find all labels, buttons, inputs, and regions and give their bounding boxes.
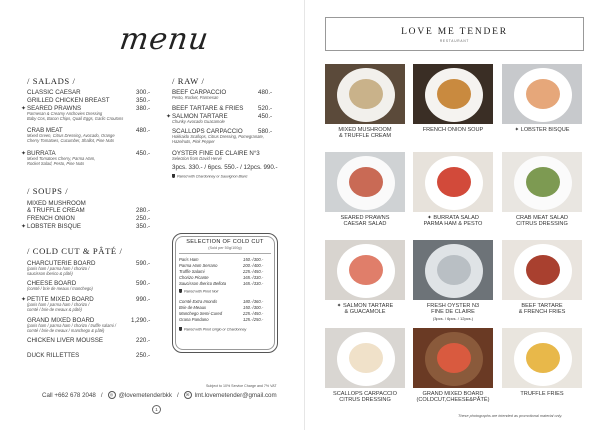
price-salmon-tartare: 450.- (258, 113, 273, 120)
item-name: SCALLOPS CARPACCIO (172, 128, 243, 135)
footer-separator: / (176, 391, 179, 399)
item-desc: (paris ham / parma ham / chorizo / truffle salami / comté / brie de meaux / manchego & pâté) (27, 323, 116, 333)
menu-title: menu (117, 22, 212, 57)
price-chicken-liver: 220.- (136, 337, 151, 344)
cheese-name: Comté Extra Imonds (179, 299, 218, 304)
photo-disclaimer: These photographs are intended as promotional material only. (458, 414, 563, 418)
dish-caption (497, 391, 587, 397)
dish-photo (413, 240, 493, 300)
item-desc: Chunky Avocado Guacamole (172, 119, 225, 124)
caption-line: & FRENCH FRIES (518, 309, 566, 316)
menu-item-grand-mixed (27, 317, 116, 334)
dish-caption (320, 303, 410, 316)
menu-item-burrata (27, 150, 95, 167)
dish-caption (497, 127, 587, 133)
instagram-icon: ◎ (108, 391, 116, 399)
item-desc: Mixed Green, Citrus Dressing, Avocado, Orange Cherry Tomatoes, Cucumber, Shallot, Pine Nuts (27, 133, 115, 143)
signature-star-icon: ✦ (166, 114, 172, 120)
cheese-price: 150.-/300.- (243, 305, 264, 310)
signature-star-icon: ✦ (21, 106, 27, 112)
food-shape (526, 255, 560, 285)
food-shape (437, 167, 471, 197)
signature-star-icon: ✦ (21, 224, 27, 230)
item-name: GRAND MIXED BOARD (27, 317, 95, 324)
menu-item-oyster (172, 150, 260, 162)
menu-item-duck-rillettes: DUCK RILLETTES (27, 352, 80, 359)
raw-wine-pairing (172, 174, 248, 179)
dish-caption (497, 215, 587, 228)
meat-wine-pairing (179, 289, 219, 294)
oyster-prices: 3pcs. 330.- / 6pcs. 550.- / 12pcs. 990.- (172, 164, 278, 171)
item-name: CRAB MEAT (27, 127, 63, 134)
cheese-name: Manchego Semi-Cured (179, 311, 223, 316)
price-burrata: 450.- (136, 150, 151, 157)
price-charcuterie: 590.- (136, 260, 151, 267)
dish-photo (413, 152, 493, 212)
pairing-text: Paired with Pinot Grigio or Chardonnay (184, 327, 247, 332)
cold-meat-name: Chorizo Picante (179, 275, 209, 280)
signature-star-icon: ✦ (21, 151, 27, 157)
wine-glass-icon (172, 174, 175, 178)
photo-page-right (305, 0, 609, 430)
service-charge-note: Subject to 10% Service Charge and 7% VAT (206, 384, 277, 388)
food-shape (526, 167, 560, 197)
dish-photo (325, 64, 405, 124)
item-desc: Selection from David Hervé (172, 156, 222, 161)
caption-line: SEARED PRAWNS (340, 215, 390, 221)
caption-line: GRAND MIXED BOARD (422, 391, 484, 397)
item-name: PETITE MIXED BOARD (27, 296, 94, 303)
price-lobster-bisque: 350.- (136, 223, 151, 230)
price-beef-carpaccio: 480.- (258, 89, 273, 96)
item-name: SEARED PRAWNS (27, 105, 82, 112)
food-shape (437, 79, 471, 109)
signature-star-icon: ✦ (21, 297, 27, 303)
item-desc: (comté / brie de meaux / manchego) (27, 286, 93, 291)
item-desc: (paris ham / parma ham / chorizo / saucisson iberico & pâté) (27, 266, 90, 276)
food-shape (349, 79, 383, 109)
dish-caption (320, 127, 410, 140)
page-number: 1 (152, 405, 161, 414)
menu-page-left (0, 0, 304, 430)
menu-item-seared-prawns (27, 105, 123, 122)
caption-line: TRUFFLE FRIES (520, 391, 564, 397)
price-seared-prawns: 380.- (136, 105, 151, 112)
cheese-wine-pairing (179, 327, 246, 332)
item-desc: Hokkaido Scallops, Citrus Dressing, Pomegranate, Hazelnuts, Pink Pepper (172, 134, 264, 144)
price-duck-rillettes: 250.- (136, 352, 151, 359)
caption-line: (COLDCUT,CHEESE&PÂTÉ) (416, 397, 490, 404)
price-mixed-mushroom: 280.- (136, 207, 151, 214)
dish-photo (502, 64, 582, 124)
dish-caption (408, 215, 498, 228)
dish-photo (325, 152, 405, 212)
price-petite-mixed: 990.- (136, 296, 151, 303)
phone-text: Call +662 678 2048 (42, 391, 96, 399)
cold-meat-name: Paris Ham (179, 257, 199, 262)
caption-line: SCALLOPS CARPACCIO (333, 391, 397, 397)
caption-line: MIXED MUSHROOM (338, 127, 392, 133)
item-desc: Parmesan & Creamy Anchovies Dressing Baby Cos, Bacon Chips, Quail Eggs, Garlic Croutons (27, 111, 124, 121)
pairing-text: Paired with Chardonnay or Sauvignon Blanc (177, 174, 248, 179)
email-icon: ✉ (184, 391, 192, 399)
instagram-handle[interactable]: @lovemetenderbkk (118, 391, 172, 399)
menu-item-grilled-chicken: GRILLED CHICKEN BREAST (27, 97, 110, 104)
dish-caption (320, 391, 410, 404)
pairing-text: Paired with Pinot Noir (184, 289, 219, 294)
menu-item-beef-tartare: BEEF TARTARE & FRIES (172, 105, 244, 112)
dish-caption (320, 215, 410, 228)
cheese-price: 125.-/250.- (243, 317, 264, 322)
menu-item-french-onion: FRENCH ONION (27, 215, 75, 222)
price-crab-meat: 480.- (136, 127, 151, 134)
item-name: OYSTER FINE DE CLAIRE N°3 (172, 150, 260, 157)
dish-photo (325, 240, 405, 300)
dish-photo (325, 328, 405, 388)
salads-heading: / SALADS / (27, 76, 76, 86)
cold-cut-heading: / COLD CUT & PÂTÉ / (27, 246, 123, 256)
cheese-price: 225.-/450.- (243, 311, 264, 316)
item-name: CHEESE BOARD (27, 280, 77, 287)
price-scallops-carpaccio: 580.- (258, 128, 273, 135)
menu-item-classic-caesar: CLASSIC CAESAR (27, 89, 81, 96)
caption-line: CRAB MEAT SALAD (515, 215, 568, 221)
caption-line: CITRUS DRESSING (516, 221, 568, 228)
cheese-name: Brie de Meaux (179, 305, 206, 310)
caption-sub: (3pcs. / 6pcs. / 12pcs.) (432, 315, 474, 321)
logo-box (325, 17, 584, 51)
caption-line: PARMA HAM & PESTO (423, 221, 483, 228)
food-shape (437, 255, 471, 285)
item-desc: Pesto, Rocket, Parmesan (172, 95, 219, 100)
price-beef-tartare: 520.- (258, 105, 273, 112)
caption-line: FRENCH ONION SOUP (422, 127, 484, 133)
price-classic-caesar: 300.- (136, 89, 151, 96)
price-grand-mixed: 1,290.- (131, 317, 151, 324)
menu-item-beef-carpaccio (172, 89, 226, 101)
cheese-price: 180.-/360.- (243, 299, 264, 304)
item-desc: (paris ham / parma ham / chorizo / comté / brie de meaux & pâté) (27, 302, 90, 312)
menu-item-petite-mixed (27, 296, 94, 313)
price-cheese-board: 590.- (136, 280, 151, 287)
caption-line: FRESH OYSTER N3 (426, 303, 480, 309)
cold-meat-price: 225.-/450.- (243, 269, 264, 274)
menu-item-cheese-board (27, 280, 93, 292)
restaurant-logo-sub: RESTAURANT (439, 39, 470, 43)
footer-separator: / (100, 391, 103, 399)
cheese-name: Grana Pandano (179, 317, 209, 322)
dish-photo (413, 64, 493, 124)
wine-glass-icon (179, 289, 182, 293)
menu-item-charcuterie (27, 260, 95, 277)
caption-line: ✦ SALMON TARTARE (336, 303, 394, 309)
selection-title: SELECTION OF COLD CUT (186, 239, 264, 245)
caption-line: ✦ LOBSTER BISQUE (514, 127, 570, 133)
cold-meat-price: 165.-/330.- (243, 281, 264, 286)
cold-meat-name: Truffle Salami (179, 269, 205, 274)
dish-caption (497, 303, 587, 316)
dish-photo (413, 328, 493, 388)
caption-line: CITRUS DRESSING (339, 397, 391, 404)
menu-item-mixed-mushroom: MIXED MUSHROOM & TRUFFLE CREAM (27, 200, 86, 214)
menu-item-chicken-liver: CHICKEN LIVER MOUSSE (27, 337, 103, 344)
caption-line: ✦ BURRATA SALAD (427, 215, 479, 221)
food-shape (349, 167, 383, 197)
cold-meat-price: 200.-/400.- (243, 263, 264, 268)
food-shape (349, 343, 383, 373)
menu-item-scallops-carpaccio (172, 128, 264, 145)
caption-line: CAESAR SALAD (343, 221, 387, 228)
caption-line: BEEF TARTARE (521, 303, 563, 309)
cold-meat-name: Saucisson Iberico Bellota (179, 281, 227, 286)
cold-meat-name: Parma Ham Serrano (179, 263, 218, 268)
price-french-onion: 250.- (136, 215, 151, 222)
menu-item-crab-meat (27, 127, 115, 144)
item-name: BEEF CARPACCIO (172, 89, 227, 96)
dish-caption (408, 303, 498, 321)
soups-heading: / SOUPS / (27, 186, 69, 196)
price-grilled-chicken: 350.- (136, 97, 151, 104)
item-desc: Mixed Tomatoes Cherry, Parma Ham, Rocket Salad, Pesto, Pine Nuts (27, 156, 96, 166)
caption-line: & TRUFFLE CREAM (338, 133, 392, 140)
cold-meat-price: 165.-/330.- (243, 275, 264, 280)
food-shape (349, 255, 383, 285)
restaurant-logo: LOVE ME TENDER (401, 27, 508, 37)
contact-footer (42, 391, 277, 399)
item-name: BURRATA (27, 150, 56, 157)
selection-subtitle: (Sold per 50g/100g) (208, 246, 242, 250)
cold-meat-price: 150.-/300.- (243, 257, 264, 262)
item-name: SALMON TARTARE (172, 113, 228, 120)
dish-photo (502, 240, 582, 300)
dish-caption (408, 391, 498, 404)
caption-line: FINE DE CLAIRE (431, 309, 475, 316)
item-name: CHARCUTERIE BOARD (27, 260, 96, 267)
food-shape (526, 79, 560, 109)
selection-divider (179, 253, 271, 254)
menu-item-salmon-tartare (172, 113, 228, 125)
email-address[interactable]: lmt.lovemetender@gmail.com (194, 391, 277, 399)
dish-caption (408, 127, 498, 133)
dish-photo (502, 328, 582, 388)
wine-glass-icon (179, 327, 182, 331)
menu-item-lobster-bisque: LOBSTER BISQUE (27, 223, 81, 230)
selection-cold-cut-box (172, 233, 278, 353)
dish-photo (502, 152, 582, 212)
food-shape (526, 343, 560, 373)
raw-heading: / RAW / (172, 76, 205, 86)
food-shape (437, 343, 471, 373)
caption-line: & GUACAMOLE (344, 309, 386, 316)
